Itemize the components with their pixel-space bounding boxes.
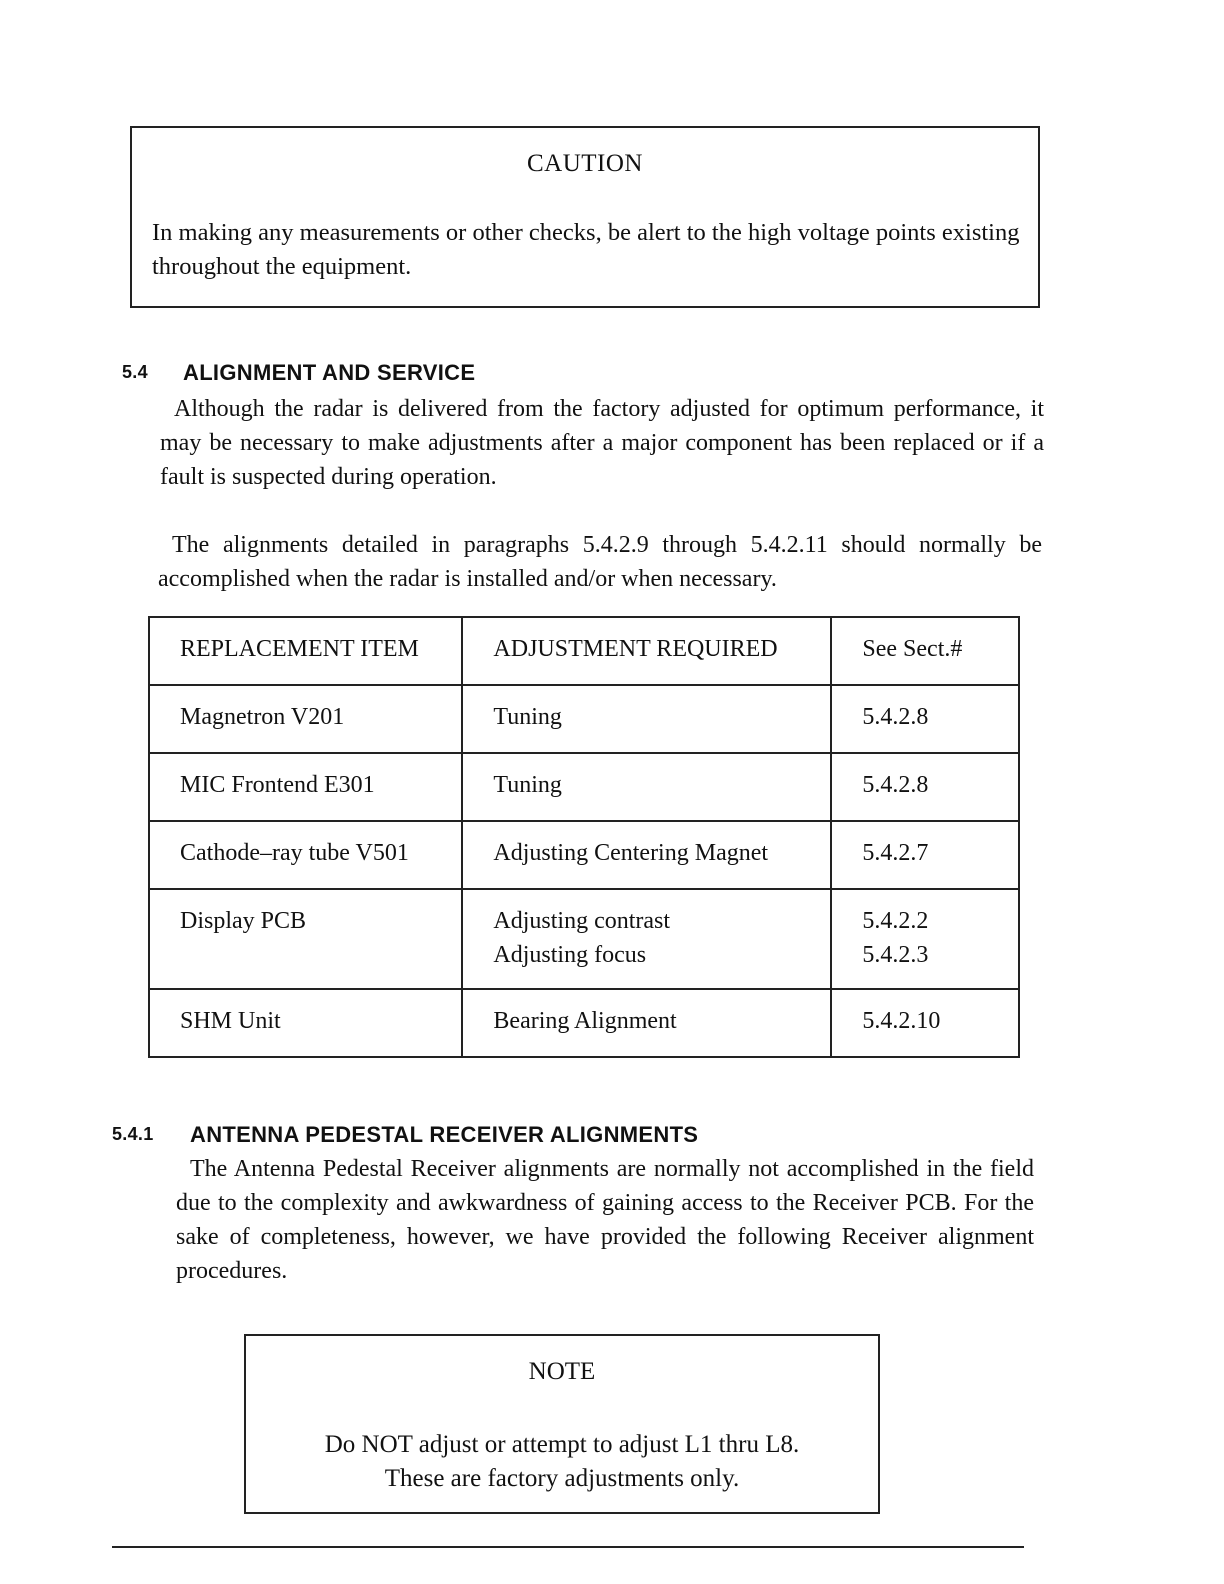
- header-replacement-item: REPLACEMENT ITEM: [149, 617, 462, 685]
- table-row: [149, 821, 1019, 889]
- cell-adjustment: Tuning: [462, 685, 831, 753]
- table-row: [149, 753, 1019, 821]
- note-line: Do NOT adjust or attempt to adjust L1 thru L8.: [324, 1431, 800, 1458]
- cell-adjustment: [462, 889, 831, 989]
- caution-title: CAUTION: [527, 150, 643, 177]
- caution-body: In making any measurements or other checks, be alert to the high voltage points existing throughout the equipment.: [152, 219, 1020, 280]
- note-title: NOTE: [528, 1358, 596, 1385]
- section-heading-5-4-1: [112, 1122, 912, 1152]
- section-title: ALIGNMENT AND SERVICE: [183, 360, 476, 385]
- cell-section: 5.4.2.10: [831, 989, 1019, 1057]
- paragraph-text: The Antenna Pedestal Receiver alignments are normally not accomplished in the field due to the complexity and awkwardness of gaining access to the Receiver PCB. For the sake of completeness, however, we have provided the following Receiver alignment procedures.: [176, 1156, 1034, 1284]
- cell-item: Display PCB: [149, 889, 462, 989]
- note-body: [246, 1428, 878, 1496]
- paragraph-text: Although the radar is delivered from the factory adjusted for optimum performance, it may be necessary to make adjustments after a major component has been replaced or if a fault is suspected during operation.: [160, 396, 1044, 490]
- section-line: 5.4.2.3: [862, 942, 929, 968]
- adjustment-line: Adjusting contrast: [493, 908, 671, 934]
- section-title: ANTENNA PEDESTAL RECEIVER ALIGNMENTS: [190, 1122, 699, 1147]
- cell-item: Cathode–ray tube V501: [149, 821, 462, 889]
- section-number: 5.4.1: [112, 1124, 154, 1144]
- cell-section: 5.4.2.7: [831, 821, 1019, 889]
- table-row: [149, 989, 1019, 1057]
- cell-section: [831, 889, 1019, 989]
- adjustment-line: Adjusting focus: [493, 942, 647, 968]
- section-number: 5.4: [122, 362, 148, 382]
- table-row: [149, 889, 1019, 989]
- note-box: [244, 1334, 880, 1514]
- replacement-table: [148, 616, 1020, 1058]
- table-row: [149, 685, 1019, 753]
- cell-item: MIC Frontend E301: [149, 753, 462, 821]
- cell-item: Magnetron V201: [149, 685, 462, 753]
- caution-box: [130, 126, 1040, 308]
- cell-section: 5.4.2.8: [831, 685, 1019, 753]
- cell-adjustment: Adjusting Centering Magnet: [462, 821, 831, 889]
- header-see-section: See Sect.#: [831, 617, 1019, 685]
- section-heading-5-4: [122, 360, 822, 390]
- cell-section: 5.4.2.8: [831, 753, 1019, 821]
- cell-item: SHM Unit: [149, 989, 462, 1057]
- footer-rule: [112, 1546, 1024, 1548]
- note-line: These are factory adjustments only.: [384, 1465, 740, 1492]
- header-adjustment-required: ADJUSTMENT REQUIRED: [462, 617, 831, 685]
- paragraph-alignments: [158, 528, 1042, 596]
- paragraph-receiver: [176, 1152, 1034, 1288]
- cell-adjustment: Tuning: [462, 753, 831, 821]
- table-header-row: [149, 617, 1019, 685]
- cell-adjustment: Bearing Alignment: [462, 989, 831, 1057]
- paragraph-text: The alignments detailed in paragraphs 5.4.2.9 through 5.4.2.11 should normally be accomplished when the radar is installed and/or when necessary.: [158, 532, 1042, 592]
- paragraph-intro: [160, 392, 1044, 494]
- section-line: 5.4.2.2: [862, 908, 929, 934]
